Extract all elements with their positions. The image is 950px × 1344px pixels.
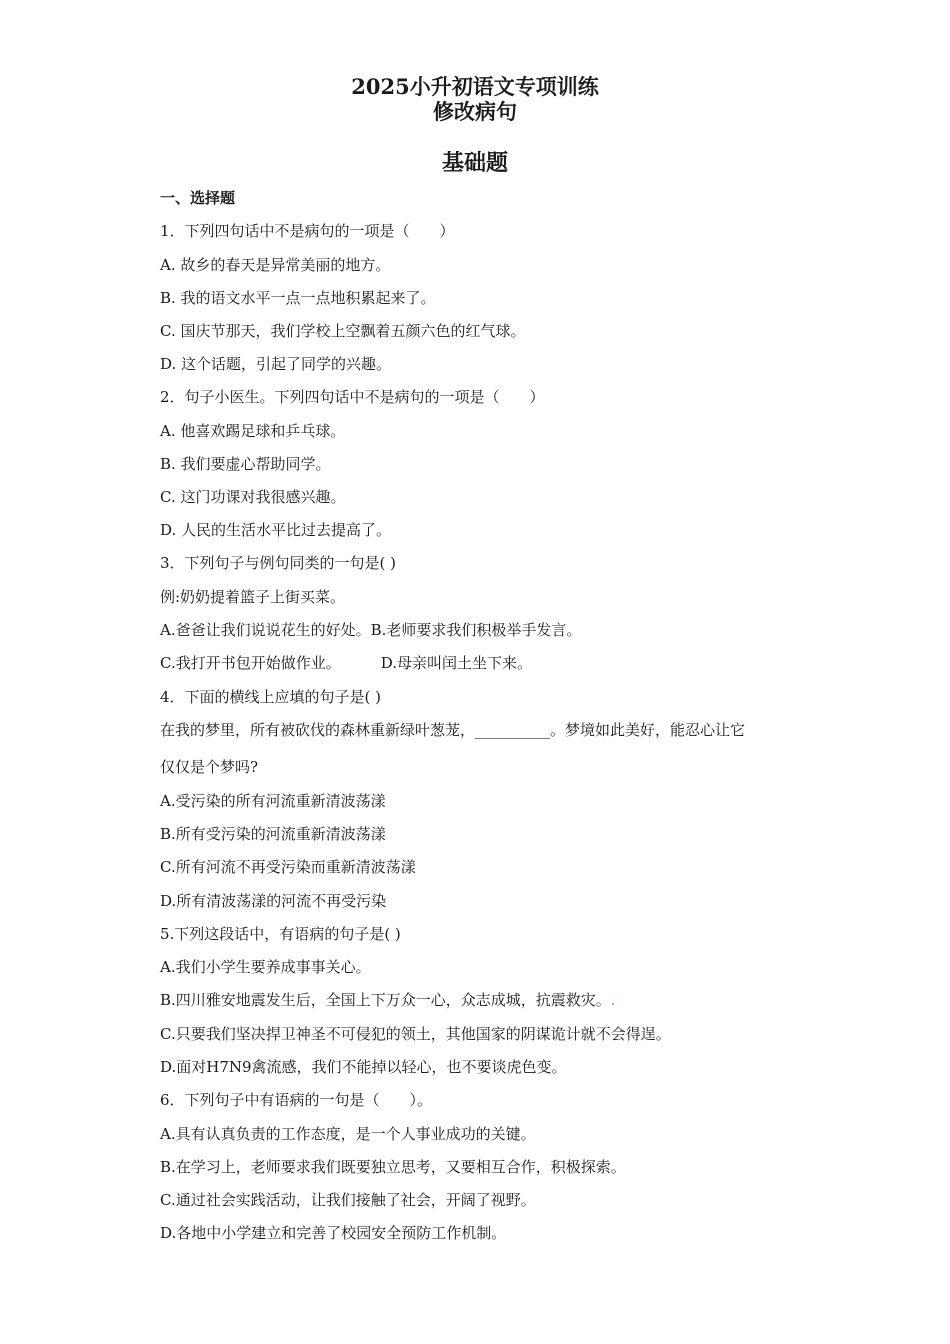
question-4-option-c: C.所有河流不再受污染而重新清波荡漾	[160, 858, 416, 876]
question-1-option-d: D. 这个话题，引起了同学的兴趣。	[160, 355, 392, 373]
question-6-option-c: C.通过社会实践活动，让我们接触了社会，开阔了视野。	[160, 1191, 536, 1209]
question-6-option-a: A.具有认真负责的工作态度，是一个人事业成功的关键。	[160, 1125, 536, 1143]
question-3-options-ab: A.爸爸让我们说说花生的好处。B.老师要求我们积极举手发言。	[160, 621, 582, 639]
question-6-option-d: D.各地中小学建立和完善了校园安全预防工作机制。	[160, 1224, 507, 1242]
question-4-passage-line-1: 在我的梦里，所有被砍伐的森林重新绿叶葱茏，__________。梦境如此美好，能忍心让它	[160, 721, 746, 739]
question-3-option-d: D.母亲叫闰土坐下来。	[380, 654, 532, 672]
section-heading: 一、选择题	[160, 189, 236, 207]
stray-mark: .	[610, 991, 616, 1009]
question-4-passage-line-2: 仅仅是个梦吗?	[160, 758, 259, 776]
question-6-stem: 6．下列句子中有语病的一句是（ ）。	[160, 1091, 433, 1109]
question-3-example: 例:奶奶提着篮子上街买菜。	[160, 588, 346, 606]
question-4-option-d: D.所有清波荡漾的河流不再受污染	[160, 892, 387, 910]
question-4-stem: 4．下面的横线上应填的句子是( )	[160, 688, 382, 706]
question-1-option-a: A. 故乡的春天是异常美丽的地方。	[160, 256, 391, 274]
question-4-option-b: B.所有受污染的河流重新清波荡漾	[160, 825, 386, 843]
question-3-options-cd	[160, 652, 860, 674]
document-subtitle: 修改病句	[433, 99, 517, 124]
document-title: 2025小升初语文专项训练	[351, 74, 599, 99]
question-2-option-b: B. 我们要虚心帮助同学。	[160, 455, 331, 473]
question-2-stem: 2．句子小医生。下列四句话中不是病句的一项是（ ）	[160, 388, 545, 406]
question-5-stem: 5.下列这段话中，有语病的句子是( )	[160, 925, 401, 943]
question-2-option-a: A. 他喜欢踢足球和乒乓球。	[160, 422, 346, 440]
question-5-option-a: A.我们小学生要养成事事关心。	[160, 958, 371, 976]
question-1-option-c: C. 国庆节那天，我们学校上空飘着五颜六色的红气球。	[160, 322, 526, 340]
question-3-option-c: C.我打开书包开始做作业。	[160, 654, 341, 672]
question-1-stem: 1．下列四句话中不是病句的一项是（ ）	[160, 222, 455, 240]
question-6-option-b: B.在学习上，老师要求我们既要独立思考，又要相互合作，积极探索。	[160, 1158, 626, 1176]
question-2-option-d: D. 人民的生活水平比过去提高了。	[160, 521, 392, 539]
question-5-option-b: B.四川雅安地震发生后，全国上下万众一心，众志成城，抗震救灾。	[160, 991, 611, 1009]
question-1-option-b: B. 我的语文水平一点一点地积累起来了。	[160, 289, 436, 307]
question-5-option-c: C.只要我们坚决捍卫神圣不可侵犯的领土，其他国家的阴谋诡计就不会得逞。	[160, 1025, 671, 1043]
question-5-option-d: D.面对H7N9禽流感，我们不能掉以轻心，也不要谈虎色变。	[160, 1058, 567, 1076]
question-2-option-c: C. 这门功课对我很感兴趣。	[160, 488, 346, 506]
level-heading: 基础题	[441, 150, 508, 176]
question-4-option-a: A.受污染的所有河流重新清波荡漾	[160, 792, 386, 810]
question-3-stem: 3．下列句子与例句同类的一句是( )	[160, 554, 397, 572]
question-5-option-b-row	[160, 989, 860, 1011]
